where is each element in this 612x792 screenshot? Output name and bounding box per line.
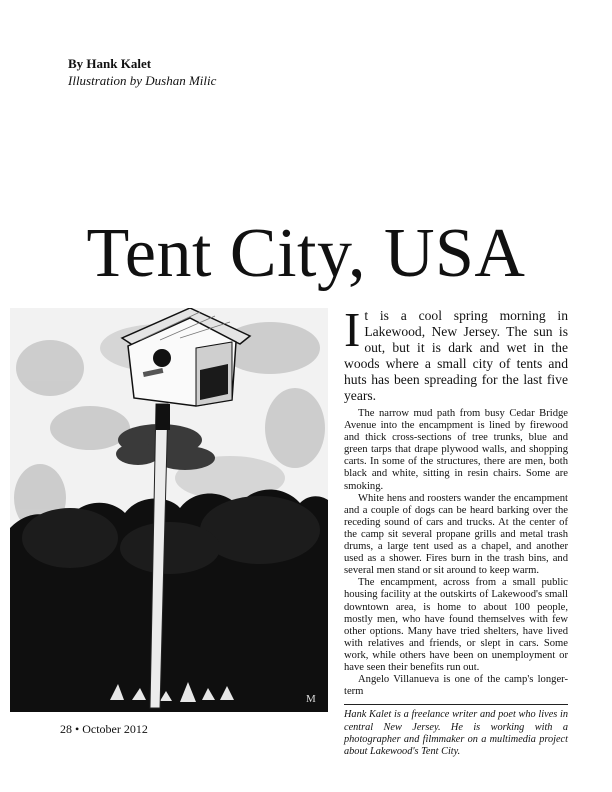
article-column bbox=[344, 302, 568, 758]
paragraph: Angelo Villanueva is one of the camp's longer-term bbox=[344, 674, 568, 698]
byline-author: By Hank Kalet bbox=[68, 56, 152, 71]
page-folio: 28 • October 2012 bbox=[60, 722, 148, 736]
bio-divider bbox=[344, 704, 568, 705]
paragraph: The encampment, across from a small public housing facility at the outskirts of Lakewood's small downtown area, is home to about 100 people, mostly men, who have found themselves with few other options. Many have tried shelters, have lived with relatives and friends, or slept in cars. Some work, while others have been on unemployment or have seen their benefits run out. bbox=[344, 577, 568, 673]
lead-text: t is a cool spring morning in Lakewood, New Jersey. The sun is out, but it is dark and wet in the woods where a small city of tents and huts has been spreading for the last five years. bbox=[344, 308, 568, 403]
byline-illustrator: Illustration by Dushan Milic bbox=[68, 73, 217, 88]
article-headline: Tent City, USA bbox=[86, 215, 526, 292]
paragraph: The narrow mud path from busy Cedar Bridge Avenue into the encampment is lined by firewood and thick cross-sections of tree trunks, blue and green tarps that drape plywood walls, and shopping carts. In some of the structures, there are men, both black and white, sitting in resin chairs. Some are smoking. bbox=[344, 408, 568, 492]
paragraph: White hens and roosters wander the encampment and a couple of dogs can be heard barking over the receding sound of cars and trucks. At the center of the camp sit several propane grills and metal trash drums, a large tent used as a chapel, and another used as a shower. Fires burn in the trash bins, and several men stand or sit around to keep warm. bbox=[344, 492, 568, 577]
author-bio: Hank Kalet is a freelance writer and poet who lives in central New Jersey. He is working with a photographer and filmmaker on a multimedia project about Lakewood's Tent City. bbox=[344, 709, 568, 758]
article-body bbox=[344, 408, 568, 698]
byline bbox=[68, 55, 216, 89]
birdhouse-illustration bbox=[10, 308, 328, 712]
drop-cap: I bbox=[344, 302, 361, 357]
article-lead bbox=[344, 302, 568, 404]
artist-signature: M bbox=[306, 693, 316, 705]
